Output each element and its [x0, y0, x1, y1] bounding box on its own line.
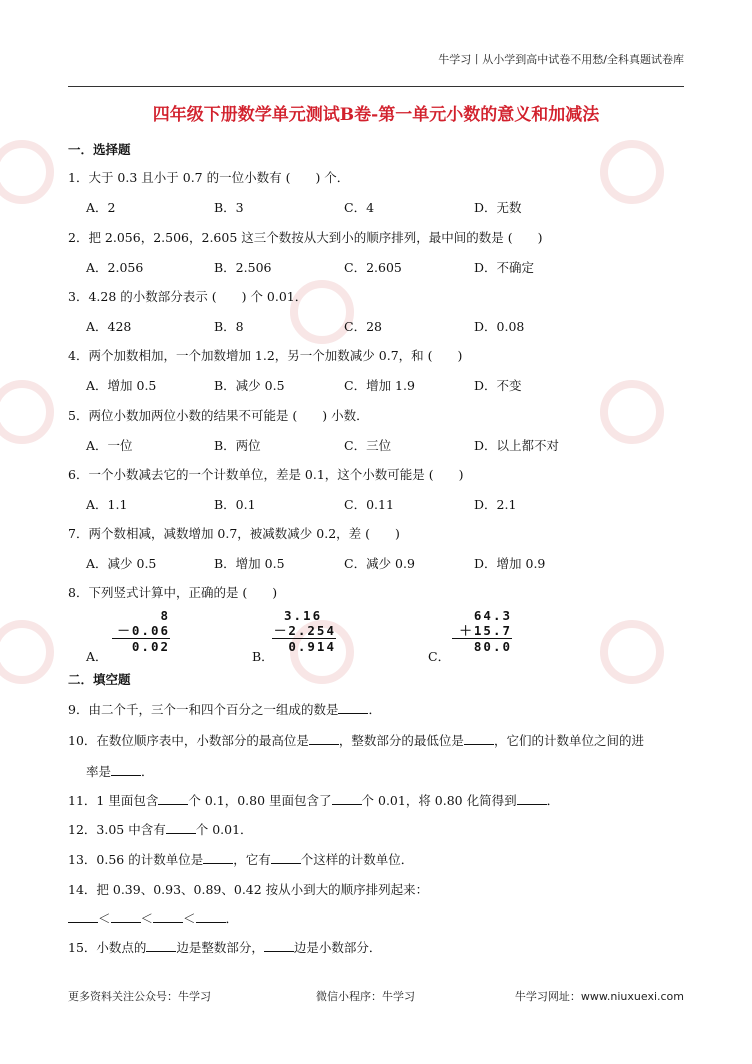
q10-end: ． [141, 764, 154, 779]
q10-text-a: 10．在数位顺序表中，小数部分的最高位是 [68, 733, 309, 748]
calc-b-result: 0.914 [272, 638, 336, 654]
q15-text-c: 边是小数部分． [293, 940, 382, 955]
q14-end: ． [225, 911, 239, 926]
q15-blank-2[interactable] [264, 939, 294, 952]
q15-text-b: 边是整数部分， [176, 940, 264, 955]
q13-text-b: ，它有 [233, 852, 271, 867]
section-fill: 二．填空题 [68, 672, 131, 687]
q13-blank-2[interactable] [271, 851, 301, 864]
q11-end: ． [546, 793, 560, 808]
q10-blank-2[interactable] [464, 732, 494, 745]
q8-option-b-label: B． [252, 649, 274, 664]
q4-option-d: D．不变 [474, 378, 522, 393]
q12-blank[interactable] [166, 821, 196, 834]
question-9 [68, 700, 381, 718]
q1-option-c: C．4 [344, 200, 375, 215]
q10-blank-3[interactable] [111, 763, 141, 776]
q1-option-b: B．3 [214, 200, 244, 215]
q9-text: 9．由二个千，三个一和四个百分之一组成的数是 [68, 702, 339, 717]
watermark-logo [0, 620, 54, 684]
q8-calc-b [272, 608, 336, 654]
question-15 [68, 938, 381, 956]
calc-b-top: 3.16 [284, 608, 323, 623]
watermark-logo [600, 620, 664, 684]
q15-text-a: 15．小数点的 [68, 940, 147, 955]
q6-option-b: B．0.1 [214, 497, 256, 512]
q5-option-a: A．一位 [86, 438, 133, 453]
q2-option-a: A．2.056 [86, 260, 144, 275]
less-than-sign: ＜ [98, 911, 111, 926]
q4-option-c: C．增加 1.9 [344, 378, 415, 393]
q1-option-a: A．2 [86, 200, 116, 215]
q6-option-a: A．1.1 [86, 497, 128, 512]
q6-option-d: D．2.1 [474, 497, 517, 512]
question-2: 2．把 2.056，2.506，2.605 这三个数按从大到小的顺序排列，最中间的数是 ( ) [68, 230, 543, 245]
less-than-sign: ＜ [183, 911, 196, 926]
q8-calc-a [112, 608, 170, 654]
q10-text-c: ，它们的计数单位之间的进 [493, 733, 644, 748]
question-7: 7．两个数相减，减数增加 0.7，被减数减少 0.2，差 ( ) [68, 526, 400, 541]
q1-option-d: D．无数 [474, 200, 522, 215]
q13-text-c: 个这样的计数单位． [300, 852, 414, 867]
q10-blank-1[interactable] [309, 732, 339, 745]
calc-a-result: 0.02 [112, 638, 170, 654]
q14-blank-1[interactable] [68, 910, 98, 923]
question-10 [68, 731, 644, 749]
q8-option-a-label: A． [86, 649, 108, 664]
q7-option-c: C．减少 0.9 [344, 556, 415, 571]
q12-text-a: 12．3.05 中含有 [68, 822, 166, 837]
q9-blank[interactable] [338, 701, 368, 714]
q3-option-c: C．28 [344, 319, 382, 334]
q7-option-b: B．增加 0.5 [214, 556, 285, 571]
q11-blank-2[interactable] [332, 792, 362, 805]
calc-a-mid: －0.06 [117, 623, 170, 638]
q2-option-b: B．2.506 [214, 260, 272, 275]
q13-text-a: 13．0.56 的计数单位是 [68, 852, 204, 867]
question-14: 14．把 0.39、0.93、0.89、0.42 按从小到大的顺序排列起来： [68, 882, 429, 897]
q5-option-c: C．三位 [344, 438, 392, 453]
header-brand: 牛学习丨从小学到高中试卷不用愁/全科真题试卷库 [438, 53, 684, 66]
calc-a-top: 8 [160, 608, 170, 623]
q6-option-c: C．0.11 [344, 497, 394, 512]
watermark-logo [0, 380, 54, 444]
q14-blank-4[interactable] [196, 910, 226, 923]
q8-calc-c [452, 608, 512, 654]
q9-end: ． [368, 702, 381, 717]
footer-website: 牛学习网址：www.niuxuexi.com [514, 990, 684, 1003]
calc-c-mid: ＋15.7 [459, 623, 512, 638]
question-12 [68, 820, 253, 838]
q2-option-c: C．2.605 [344, 260, 402, 275]
q11-text-c: 个 0.01，将 0.80 化简得到 [361, 793, 517, 808]
q7-option-a: A．减少 0.5 [86, 556, 157, 571]
q5-option-d: D．以上都不对 [474, 438, 560, 453]
q5-option-b: B．两位 [214, 438, 261, 453]
calc-c-top: 64.3 [473, 608, 512, 623]
q4-option-a: A．增加 0.5 [86, 378, 157, 393]
q11-blank-3[interactable] [517, 792, 547, 805]
calc-b-mid: －2.254 [273, 623, 336, 638]
q14-blank-3[interactable] [153, 910, 183, 923]
watermark-logo [600, 380, 664, 444]
question-13 [68, 850, 413, 868]
q3-option-a: A．428 [86, 319, 132, 334]
question-10-cont [86, 762, 154, 780]
question-1: 1．大于 0.3 且小于 0.7 的一位小数有 ( ) 个． [68, 170, 350, 185]
q11-blank-1[interactable] [158, 792, 188, 805]
q7-option-d: D．增加 0.9 [474, 556, 546, 571]
footer-mini-program: 微信小程序：牛学习 [316, 990, 415, 1003]
q10-text-d: 率是 [86, 764, 112, 779]
question-6: 6．一个小数减去它的一个计数单位，差是 0.1，这个小数可能是 ( ) [68, 467, 464, 482]
q3-option-d: D．0.08 [474, 319, 525, 334]
q8-option-c-label: C． [428, 649, 451, 664]
header-divider [68, 86, 684, 87]
q3-option-b: B．8 [214, 319, 244, 334]
less-than-sign: ＜ [140, 911, 154, 926]
q14-blank-2[interactable] [111, 910, 141, 923]
question-5: 5．两位小数加两位小数的结果不可能是 ( ) 小数． [68, 408, 369, 423]
question-14-answers [68, 909, 238, 927]
q13-blank-1[interactable] [203, 851, 233, 864]
q4-option-b: B．减少 0.5 [214, 378, 285, 393]
question-4: 4．两个加数相加，一个加数增加 1.2，另一个加数减少 0.7，和 ( ) [68, 348, 463, 363]
q11-text-a: 11．1 里面包含 [68, 793, 159, 808]
question-8: 8．下列竖式计算中，正确的是 ( ) [68, 585, 278, 600]
page-title: 四年级下册数学单元测试B卷-第一单元小数的意义和加减法 [152, 105, 600, 125]
calc-c-result: 80.0 [452, 638, 512, 654]
q10-text-b: ，整数部分的最低位是 [338, 733, 464, 748]
question-11 [68, 791, 559, 809]
q2-option-d: D．不确定 [474, 260, 535, 275]
watermark-logo [0, 140, 54, 204]
footer-wechat-account: 更多资料关注公众号：牛学习 [68, 990, 211, 1003]
q12-text-b: 个 0.01． [195, 822, 253, 837]
section-choice: 一．选择题 [68, 142, 131, 157]
q11-text-b: 个 0.1，0.80 里面包含了 [188, 793, 332, 808]
q15-blank-1[interactable] [146, 939, 176, 952]
question-3: 3．4.28 的小数部分表示 ( ) 个 0.01． [68, 289, 308, 304]
watermark-logo [600, 140, 664, 204]
